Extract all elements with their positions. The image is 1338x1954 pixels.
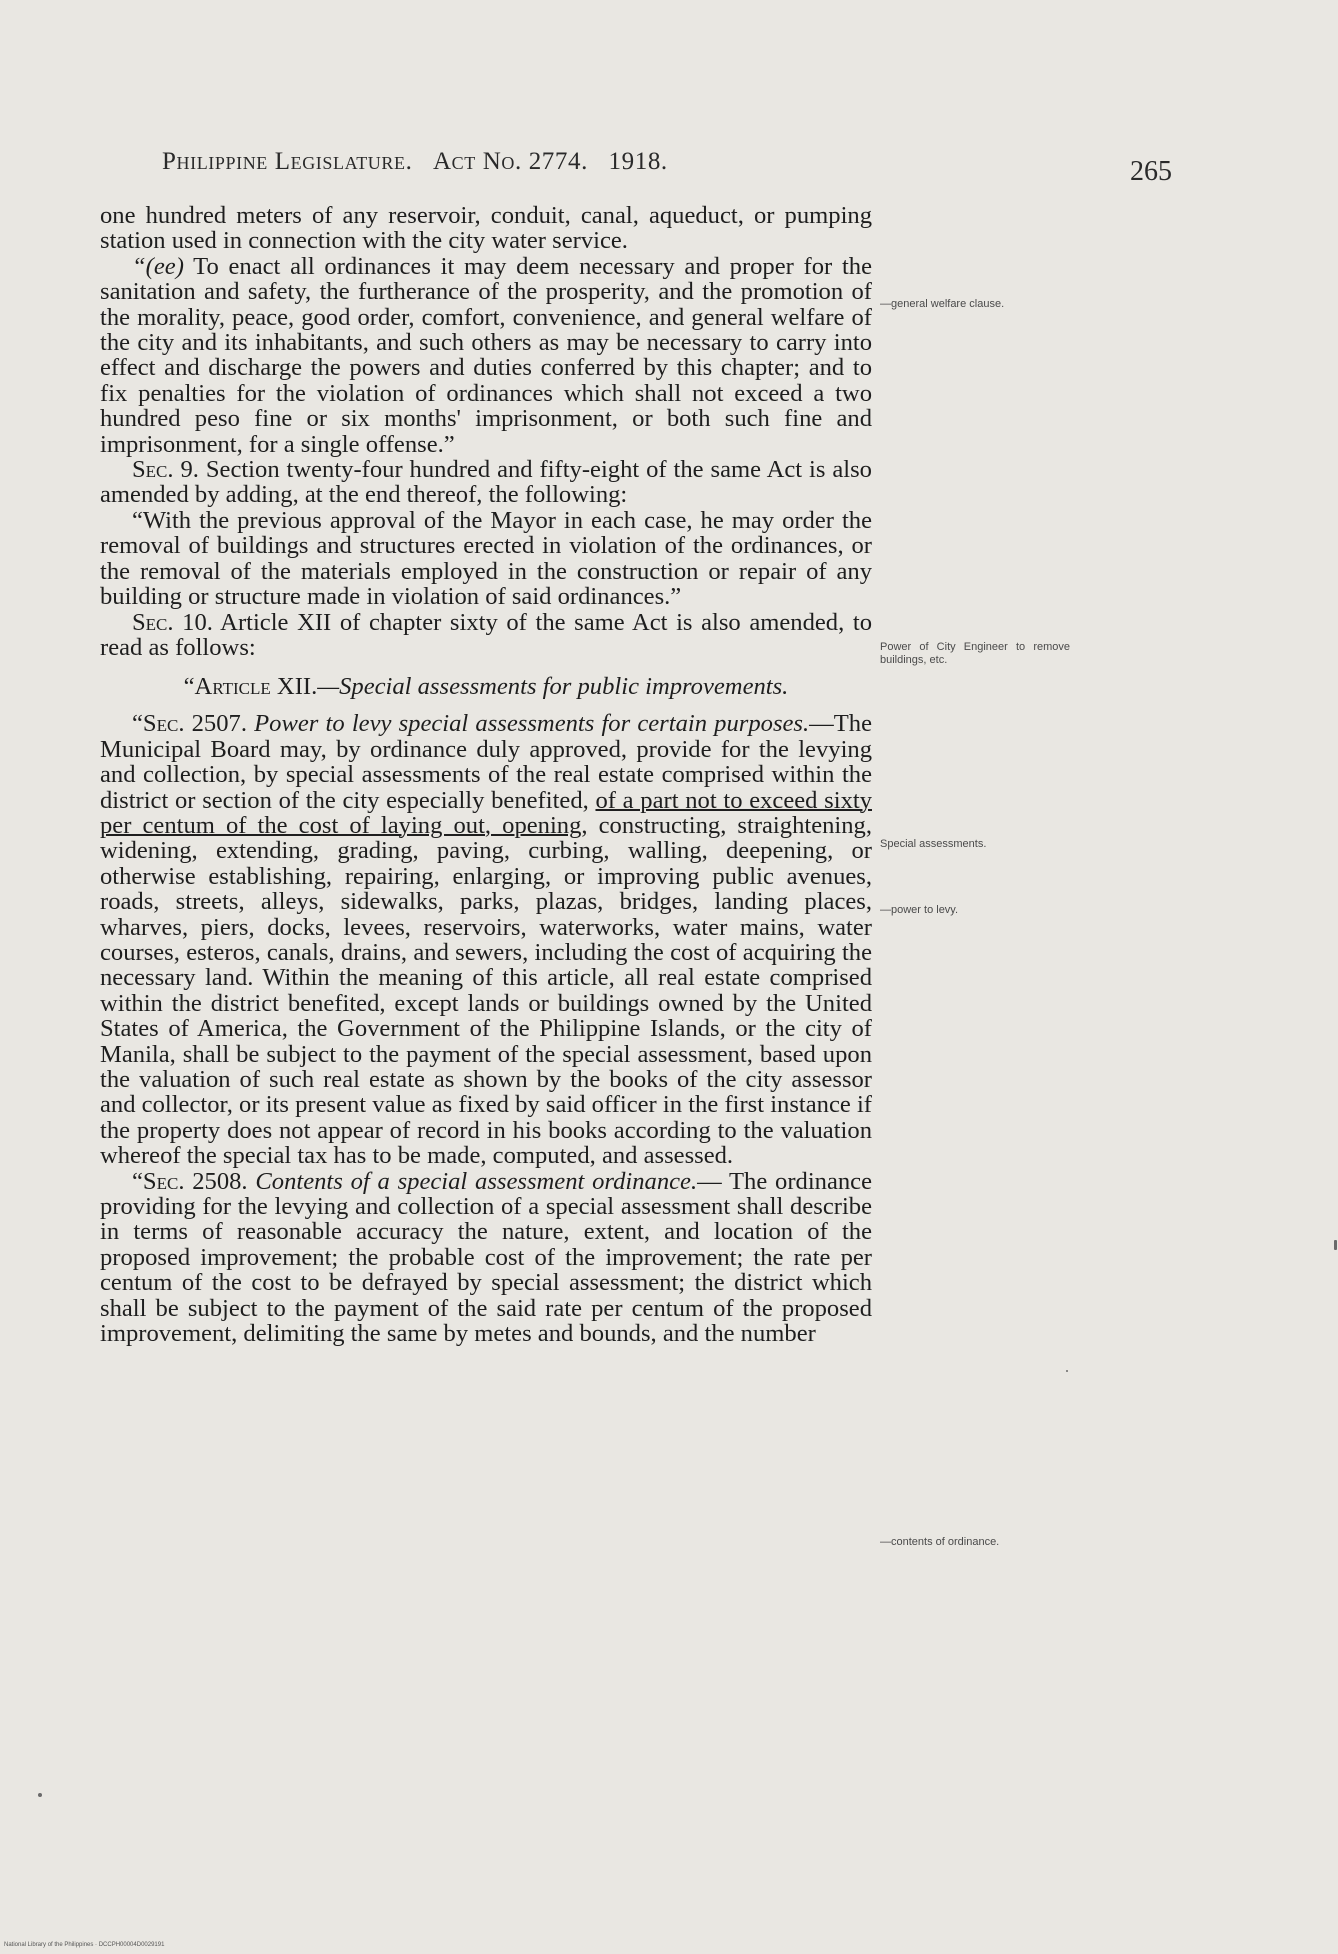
section-text-2507-a: —The Municipal Board may, by ordinance duly approved, provide for the levying and collection, by special assessments of the real estate comprised within the district or section of the city especially benefited,: [100, 710, 872, 814]
section-text-10: Article XII of chapter sixty of the same Act is also amended, to read as follows:: [100, 608, 872, 661]
paragraph-sec-2508: [100, 1169, 872, 1347]
clause-text-ee: To enact all ordinances it may deem necessary and proper for the sanitation and safety, the furtherance of the prosperity, and the promotion of the morality, peace, good order, comfort, convenience, and general welfare of the city and its inhabitants, and such others as may be necessary to carry into effect and discharge the powers and duties conferred by this chapter; and to fix penalties for the violation of ordinances which shall not exceed a two hundred peso fine or six months' imprisonment, or both such fine and imprisonment, for a single offense.”: [100, 252, 872, 458]
paragraph-sec-9: [100, 457, 872, 508]
margin-note-power-to-levy: —power to levy.: [880, 904, 959, 916]
running-head: [162, 148, 668, 176]
page-header: [162, 148, 1182, 188]
scan-speck: [1334, 1240, 1337, 1250]
margin-note-general-welfare: —general welfare clause.: [880, 298, 1005, 310]
margin-note-contents-of-ordinance: —contents of ordinance.: [880, 1536, 1000, 1548]
running-head-year: 1918.: [608, 148, 668, 175]
article-label: “Article XII.: [183, 673, 318, 701]
section-label-2508: “Sec. 2508.: [132, 1167, 248, 1195]
section-title-2508: Contents of a special assessment ordinance.: [247, 1167, 698, 1195]
section-text-2508: — The ordinance providing for the levying and collection of a special assessment shall describe in terms of reasonable accuracy the nature, extent, and location of the proposed improvement; the probable cost of the improvement; the rate per centum of the cost to be defrayed by special assessment; the district which shall be subject to the payment of the said rate per centum of the proposed improvement, delimiting the same by metes and bounds, and the number: [100, 1167, 873, 1348]
article-title: —Special assessments for public improvements.: [317, 673, 789, 701]
scan-speck: [1066, 1370, 1068, 1372]
scan-speck: [38, 1793, 42, 1797]
margin-note-special-assessments: Special assessments.: [880, 838, 987, 850]
section-text-2507-b: constructing, straightening, widening, extending, grading, paving, curbing, walling, deepening, or otherwise establishing, repairing, enlarging, or improving public avenues, roads, streets, alleys, sidewalks, parks, plazas, bridges, landing places, wharves, piers, docks, levees, reservoirs, waterworks, water mains, water courses, esteros, canals, drains, and sewers, including the cost of acquiring the necessary land. Within the meaning of this article, all real estate comprised within the district benefited, except lands or buildings owned by the United States of America, the Government of the Philippine Islands, or the city of Manila, shall be subject to the payment of the special assessment, based upon the valuation of such real estate as shown by the books of the city assessor and collector, or its present value as fixed by said officer in the first instance if the property does not appear of record in his books according to the valuation whereof the special tax has to be made, computed, and assessed.: [100, 811, 872, 1170]
section-title-2507: Power to levy special assessments for certain purposes.: [246, 710, 810, 738]
paragraph-sec-2507: [100, 711, 872, 1168]
paragraph-mayor-approval: “With the previous approval of the Mayor in each case, he may order the removal of buildings and structures erected in violation of the ordinances, or the removal of the materials employed in the construction or repair of any building or structure made in violation of said ordinances.”: [100, 506, 872, 611]
section-label-9: Sec. 9.: [132, 456, 199, 484]
paragraph-continuation: one hundred meters of any reservoir, conduit, canal, aqueduct, or pumping station used in connection with the city water service.: [100, 202, 872, 255]
section-text-2507-underlined: of a part not to exceed sixty per centum of the cost of laying out, opening,: [100, 786, 872, 839]
running-head-act: Act No. 2774.: [433, 148, 588, 175]
section-label-2507: “Sec. 2507.: [132, 710, 247, 738]
article-heading: [100, 674, 872, 699]
margin-note-city-engineer: Power of City Engineer to remove buildings, etc.: [880, 641, 1070, 666]
clause-label-ee: “(ee): [132, 252, 184, 280]
main-text-column: [100, 203, 872, 1346]
paragraph-sec-10: [100, 610, 872, 661]
running-head-legislature: Philippine Legislature.: [162, 148, 413, 175]
paragraph-ee: [100, 254, 872, 457]
page-number: 265: [1130, 156, 1172, 187]
section-label-10: Sec. 10.: [132, 608, 213, 636]
footer-source-note: National Library of the Philippines · DCCPH00004D0029191: [4, 1942, 165, 1948]
section-text-9: Section twenty-four hundred and fifty-eight of the same Act is also amended by adding, at the end thereof, the following:: [100, 456, 872, 509]
